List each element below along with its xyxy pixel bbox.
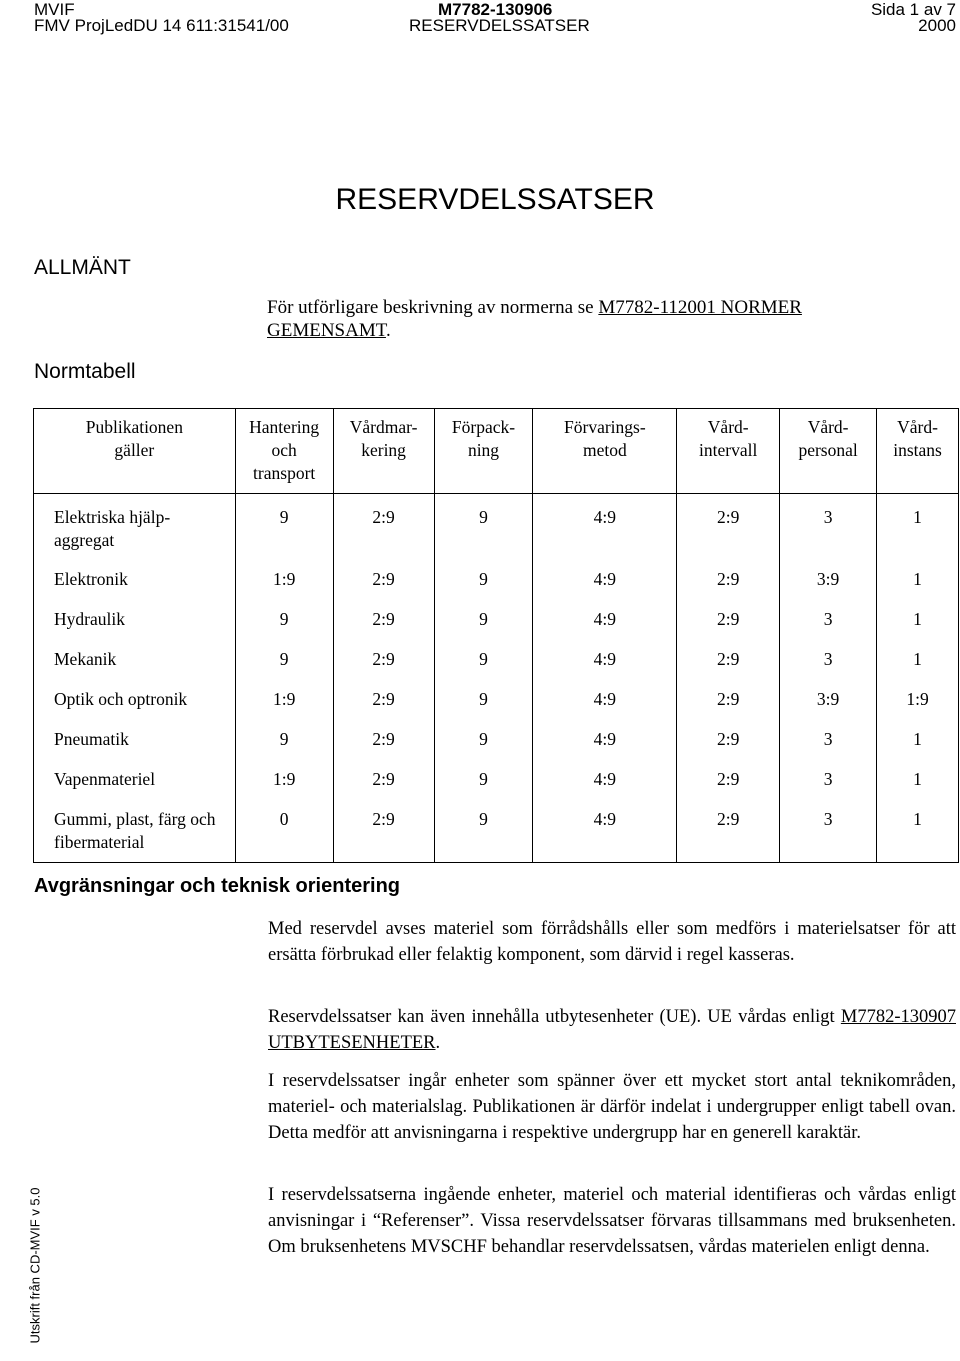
table-cell: 9 <box>434 686 533 726</box>
table-cell: 3 <box>780 806 877 863</box>
row-label-line: Optik och optronik <box>54 689 188 709</box>
normer-link[interactable]: M7782-112001 NORMER <box>598 297 802 318</box>
column-header-line: Vårdmar- <box>349 417 418 437</box>
side-print-note: Utskrift från CD-MVIF v 5.0 <box>27 1187 43 1344</box>
row-label-line: Elektriska hjälp- <box>54 507 171 527</box>
table-cell: 4:9 <box>533 646 677 686</box>
header-doc-title: RESERVDELSSATSER <box>409 16 590 35</box>
table-cell: 2:9 <box>677 606 780 646</box>
table-cell: 2:9 <box>333 686 434 726</box>
row-label-line: aggregat <box>54 530 115 550</box>
table-cell: 4:9 <box>533 806 677 863</box>
row-label <box>34 606 236 646</box>
column-header <box>34 409 236 494</box>
paragraph-period: . <box>435 1033 441 1053</box>
table-header-row <box>34 409 959 494</box>
table-cell: 2:9 <box>677 566 780 606</box>
table-cell: 1 <box>877 766 959 806</box>
normer-link-cont[interactable]: GEMENSAMT <box>267 320 386 341</box>
row-label <box>34 726 236 766</box>
column-header-line: transport <box>253 463 316 483</box>
table-cell: 1 <box>877 494 959 567</box>
table-cell: 4:9 <box>533 566 677 606</box>
row-label-line: Elektronik <box>54 569 128 589</box>
table-cell: 4:9 <box>533 494 677 567</box>
table-cell: 9 <box>434 494 533 567</box>
table-cell: 2:9 <box>333 726 434 766</box>
allmant-period: . <box>385 320 391 341</box>
row-label <box>34 566 236 606</box>
table-cell: 1 <box>877 566 959 606</box>
row-label-line: fibermaterial <box>54 832 145 852</box>
column-header-line: metod <box>582 440 627 460</box>
table-cell: 9 <box>434 646 533 686</box>
column-header-line: kering <box>361 440 406 460</box>
table-cell: 4:9 <box>533 686 677 726</box>
table-cell: 3 <box>780 766 877 806</box>
header-page-number: Sida 1 av 7 <box>870 0 956 19</box>
table-row <box>34 686 959 726</box>
table-cell: 1:9 <box>235 566 333 606</box>
table-row <box>34 606 959 646</box>
column-header <box>780 409 877 494</box>
paragraph-text: Reservdelssatser kan även innehålla utbytesenheter (UE). UE vårdas enligt <box>268 1007 841 1027</box>
table-cell: 9 <box>235 606 333 646</box>
table-row <box>34 646 959 686</box>
table-body <box>34 494 959 863</box>
column-header <box>235 409 333 494</box>
paragraph-reservdel: Med reservdel avses materiel som förrådshålls eller som medförs i materielsatser för att ersätta förbrukad eller felaktig komponent, som därvid i regel kasseras. <box>268 919 956 965</box>
page-title: RESERVDELSSATSER <box>335 183 655 216</box>
table-cell: 3:9 <box>780 686 877 726</box>
column-header-line: Vård- <box>807 417 849 437</box>
table-cell: 2:9 <box>677 646 780 686</box>
row-label <box>34 686 236 726</box>
table-row <box>34 726 959 766</box>
table-cell: 4:9 <box>533 766 677 806</box>
row-label-line: Gummi, plast, färg och <box>54 809 216 829</box>
table-cell: 2:9 <box>677 686 780 726</box>
norm-table <box>33 408 959 863</box>
table-cell: 9 <box>434 806 533 863</box>
section-heading-avgransningar: Avgränsningar och teknisk orientering <box>34 875 401 897</box>
row-label <box>34 766 236 806</box>
row-label <box>34 806 236 863</box>
table-cell: 2:9 <box>333 646 434 686</box>
column-header-line: gäller <box>114 440 155 460</box>
paragraph-teknikomraden: I reservdelssatser ingår enheter som spänner över ett mycket stort antal teknikområden, materiel- och materialslag. Publikationen är därför indelat i undergrupper enligt tabell ovan. Detta medför att anvisningarna i respektive undergrupp har en generell karaktär. <box>268 1071 956 1143</box>
table-cell: 9 <box>235 726 333 766</box>
table-cell: 2:9 <box>333 806 434 863</box>
header-doc-number: M7782-130906 <box>438 0 553 19</box>
column-header-line: ning <box>467 440 500 460</box>
table-row <box>34 766 959 806</box>
table-cell: 1 <box>877 806 959 863</box>
header-year: 2000 <box>918 16 956 35</box>
column-header-line: intervall <box>699 440 758 460</box>
column-header-line: personal <box>798 440 858 460</box>
column-header-line: och <box>271 440 297 460</box>
table-row <box>34 494 959 567</box>
row-label-line: Hydraulik <box>54 609 125 629</box>
column-header-line: Förvarings- <box>564 417 646 437</box>
utbytesenheter-link[interactable]: M7782-130907 UTBYTESENHETER <box>268 1007 956 1053</box>
section-heading-allmant: ALLMÄNT <box>34 256 131 279</box>
table-cell: 9 <box>434 606 533 646</box>
row-label <box>34 494 236 567</box>
table-cell: 2:9 <box>677 494 780 567</box>
column-header-line: Vård- <box>707 417 749 437</box>
table-cell: 3 <box>780 726 877 766</box>
table-cell: 9 <box>235 494 333 567</box>
table-cell: 9 <box>434 766 533 806</box>
section-heading-normtabell: Normtabell <box>34 360 136 383</box>
table-cell: 2:9 <box>677 766 780 806</box>
table-cell: 2:9 <box>333 606 434 646</box>
table-cell: 1 <box>877 646 959 686</box>
column-header-line: instans <box>893 440 942 460</box>
column-header <box>434 409 533 494</box>
table-row <box>34 566 959 606</box>
table-cell: 3 <box>780 646 877 686</box>
table-cell: 2:9 <box>333 766 434 806</box>
table-cell: 2:9 <box>677 726 780 766</box>
table-cell: 0 <box>235 806 333 863</box>
column-header-line: Hantering <box>249 417 320 437</box>
column-header <box>877 409 959 494</box>
table-cell: 4:9 <box>533 606 677 646</box>
table-cell: 9 <box>235 646 333 686</box>
table-cell: 2:9 <box>677 806 780 863</box>
table-row <box>34 806 959 863</box>
row-label-line: Vapenmateriel <box>54 769 156 789</box>
table-cell: 2:9 <box>333 494 434 567</box>
table-cell: 2:9 <box>333 566 434 606</box>
paragraph-utbytesenheter <box>268 1004 956 1056</box>
table-cell: 9 <box>434 726 533 766</box>
row-label <box>34 646 236 686</box>
allmant-intro <box>267 296 802 342</box>
table-cell: 1:9 <box>235 766 333 806</box>
table-cell: 1:9 <box>877 686 959 726</box>
table-cell: 4:9 <box>533 726 677 766</box>
table-cell: 9 <box>434 566 533 606</box>
row-label-line: Pneumatik <box>54 729 129 749</box>
paragraph-referenser: I reservdelssatserna ingående enheter, materiel och material identifieras och vårdas enligt anvisningar i “Referenser”. Vissa reservdelssatser förvaras tillsammans med bruksenheten. Om bruksenhetens MVSCHF behandlar reservdelssatsen, vårdas materielen enligt denna. <box>268 1185 956 1257</box>
table-cell: 3 <box>780 494 877 567</box>
allmant-text: För utförligare beskrivning av normerna se <box>267 297 599 318</box>
column-header-line: Publikationen <box>85 417 183 437</box>
column-header <box>533 409 677 494</box>
header-doc-type: MVIF <box>34 0 75 19</box>
row-label-line: Mekanik <box>54 649 117 669</box>
table-cell: 1 <box>877 726 959 766</box>
column-header-line: Förpack- <box>451 417 516 437</box>
column-header-line: Vård- <box>897 417 938 437</box>
table-cell: 3:9 <box>780 566 877 606</box>
table-cell: 1:9 <box>235 686 333 726</box>
column-header <box>677 409 780 494</box>
table-cell: 3 <box>780 606 877 646</box>
column-header <box>333 409 434 494</box>
table-cell: 1 <box>877 606 959 646</box>
header-project-id: FMV ProjLedDU 14 611:31541/00 <box>34 16 289 35</box>
